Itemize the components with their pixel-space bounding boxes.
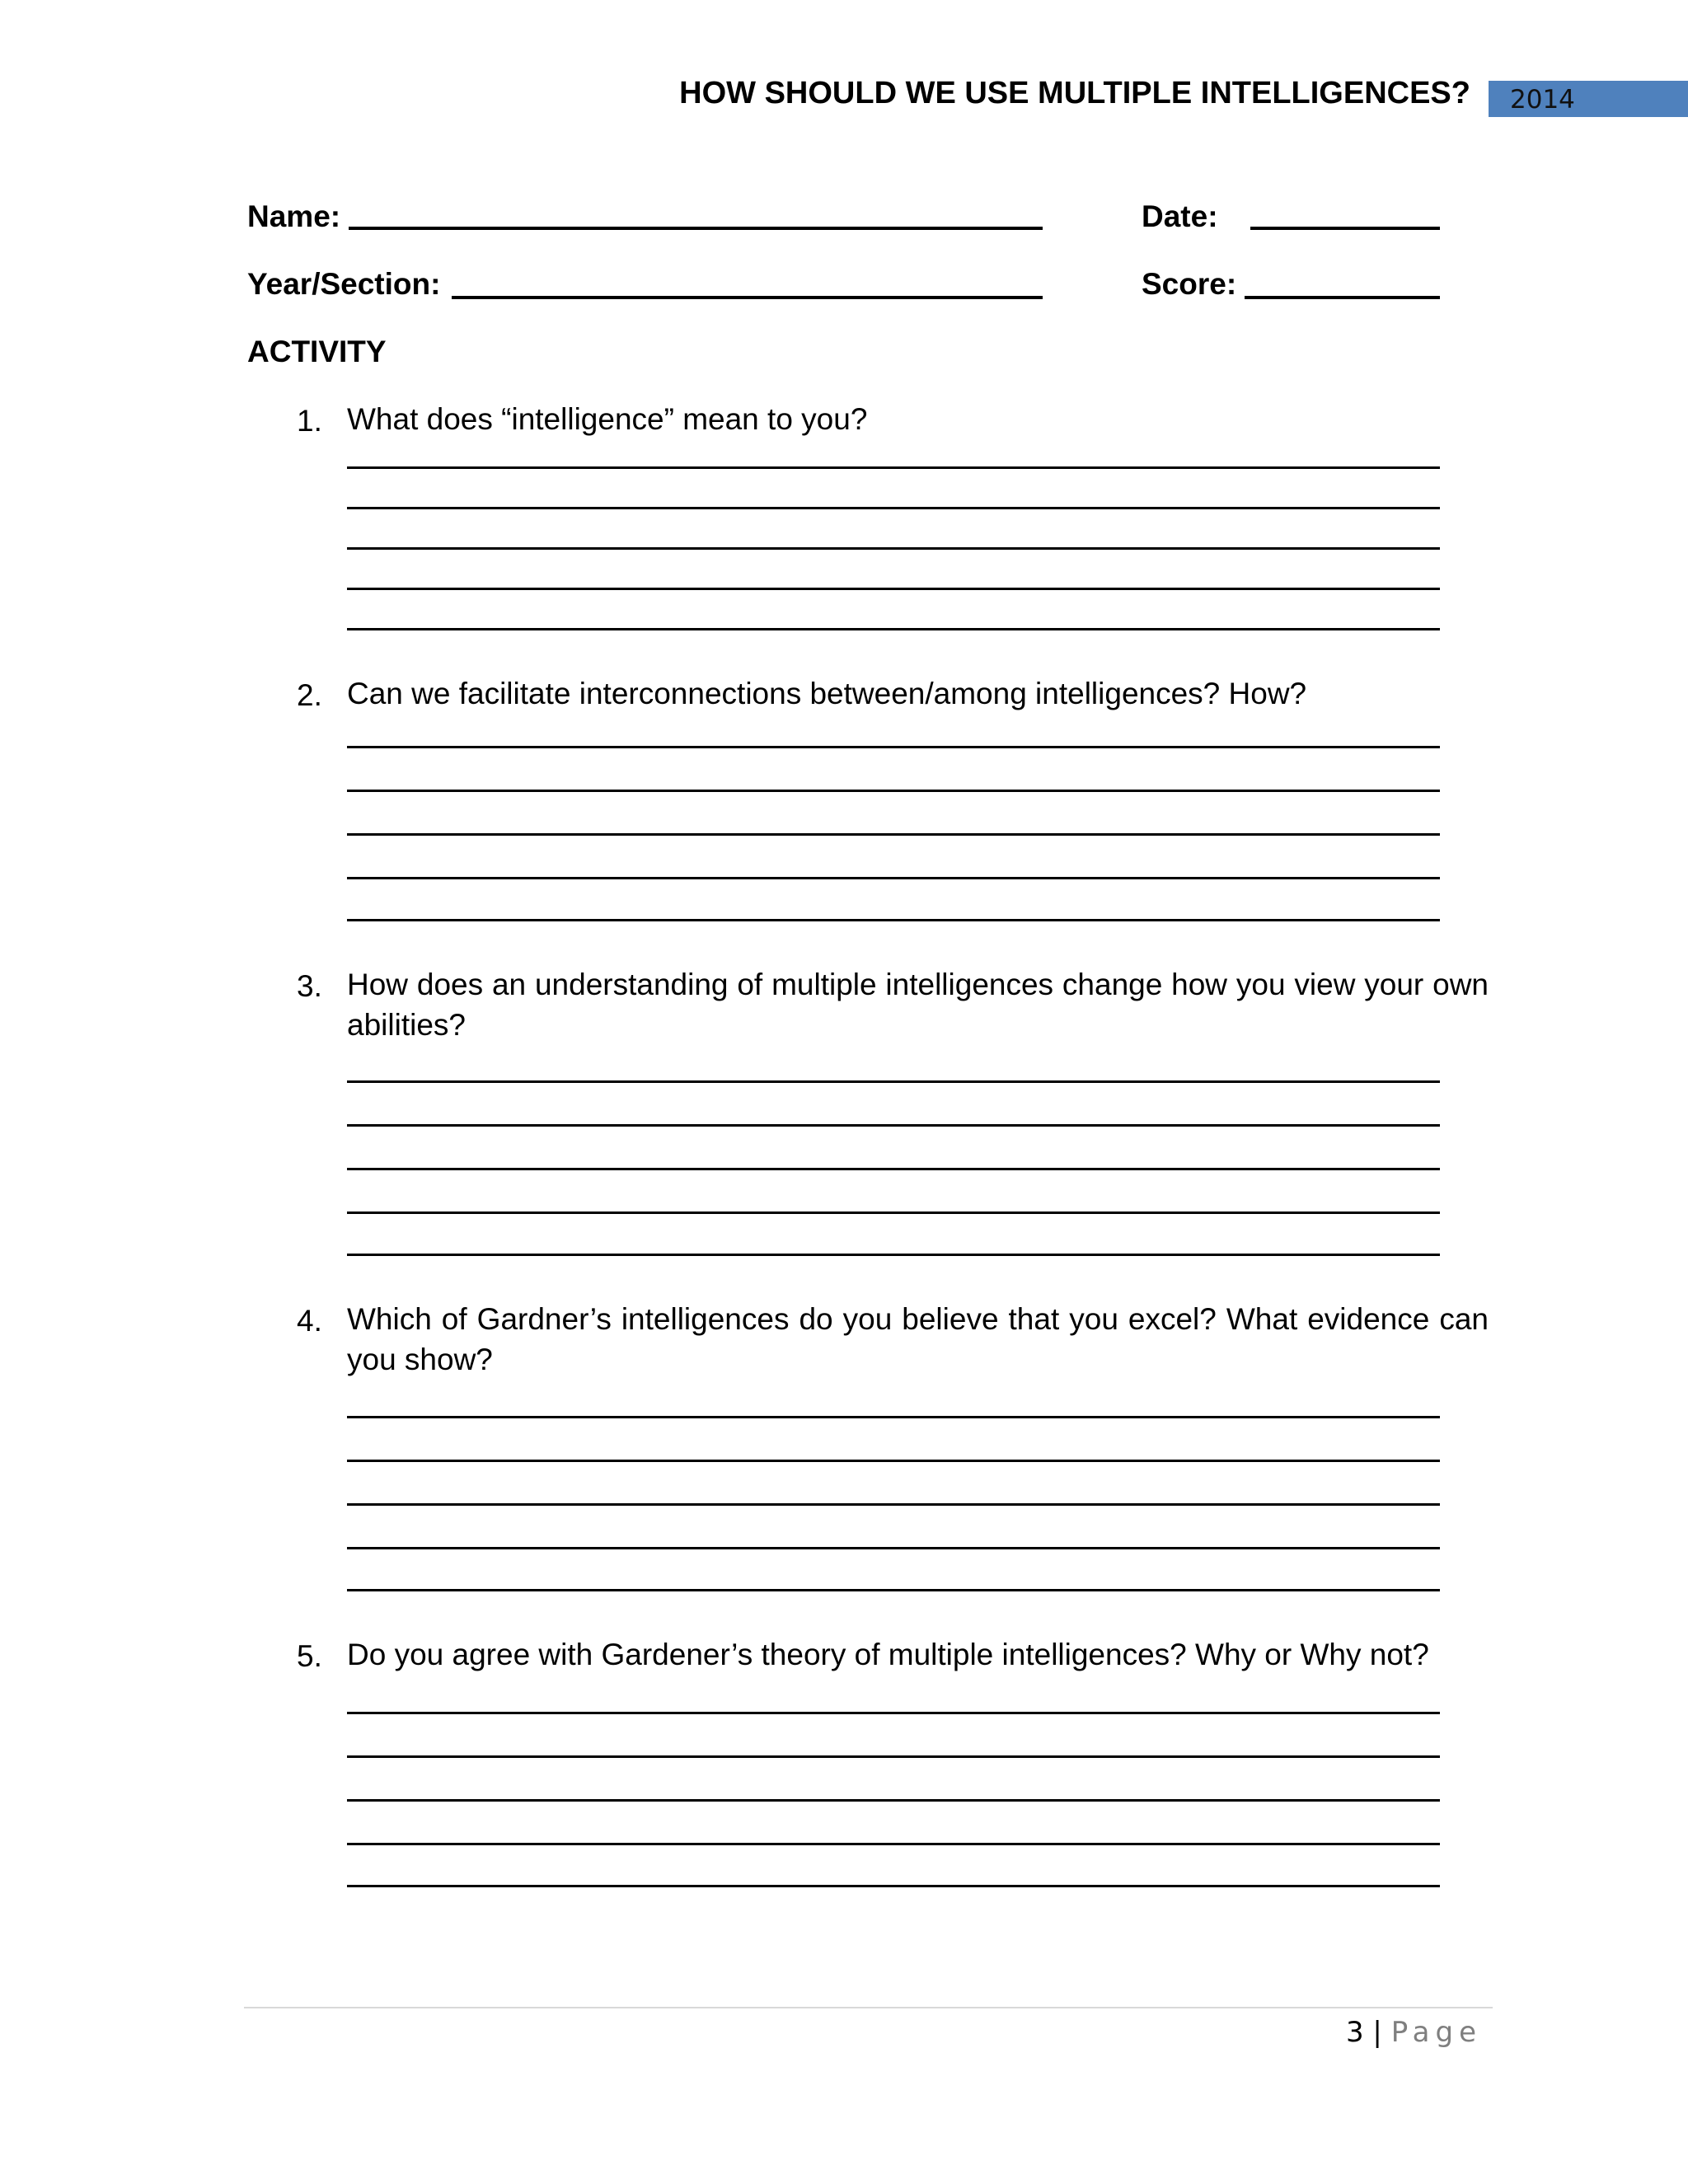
question-text: What does “intelligence” mean to you?	[347, 402, 868, 436]
score-label: Score:	[1142, 267, 1237, 301]
question-number: 3.	[297, 969, 322, 1003]
year-section-field-line[interactable]	[452, 296, 1043, 299]
question-number: 2.	[297, 678, 322, 712]
page-footer	[1346, 2016, 1482, 2049]
answer-line[interactable]	[347, 547, 1440, 550]
answer-line[interactable]	[347, 588, 1440, 590]
answer-line[interactable]	[347, 790, 1440, 792]
question-text: Do you agree with Gardener’s theory of multiple intelligences? Why or Why not?	[347, 1638, 1429, 1671]
answer-line[interactable]	[347, 833, 1440, 836]
section-heading: ACTIVITY	[247, 335, 387, 368]
answer-line[interactable]	[347, 628, 1440, 630]
answer-line[interactable]	[347, 507, 1440, 509]
page-number: 3	[1345, 2016, 1364, 2049]
name-field-line[interactable]	[349, 227, 1043, 230]
question-text: Can we facilitate interconnections between/among intelligences? How?	[347, 677, 1307, 710]
answer-line[interactable]	[347, 746, 1440, 748]
question-number: 5.	[297, 1639, 322, 1673]
answer-line[interactable]	[347, 466, 1440, 469]
answer-line[interactable]	[347, 1460, 1440, 1462]
answer-line[interactable]	[347, 1547, 1440, 1549]
answer-line[interactable]	[347, 1843, 1440, 1845]
page-word: Page	[1390, 2016, 1482, 2049]
page-title: HOW SHOULD WE USE MULTIPLE INTELLIGENCES?	[679, 76, 1470, 110]
answer-line[interactable]	[347, 1080, 1440, 1083]
question-text: How does an understanding of multiple intelligences change how you view your own abilities?	[347, 968, 1489, 1042]
question-text: Which of Gardner’s intelligences do you believe that you excel? What evidence can you show?	[347, 1302, 1489, 1376]
answer-line[interactable]	[347, 877, 1440, 879]
answer-line[interactable]	[347, 1755, 1440, 1758]
score-field-line[interactable]	[1245, 296, 1440, 299]
answer-line[interactable]	[347, 1168, 1440, 1170]
answer-line[interactable]	[347, 1503, 1440, 1506]
answer-line[interactable]	[347, 1589, 1440, 1591]
footer-separator: |	[1372, 2016, 1382, 2049]
answer-line[interactable]	[347, 1416, 1440, 1418]
answer-line[interactable]	[347, 919, 1440, 921]
footer-divider	[244, 2007, 1493, 2008]
date-field-line[interactable]	[1250, 227, 1440, 230]
answer-line[interactable]	[347, 1254, 1440, 1256]
answer-line[interactable]	[347, 1212, 1440, 1214]
answer-line[interactable]	[347, 1124, 1440, 1127]
question-number: 4.	[297, 1304, 322, 1338]
answer-line[interactable]	[347, 1712, 1440, 1714]
name-label: Name:	[247, 199, 341, 233]
year-badge: 2014	[1489, 81, 1688, 117]
question-number: 1.	[297, 404, 322, 438]
answer-line[interactable]	[347, 1799, 1440, 1802]
date-label: Date:	[1142, 199, 1218, 233]
year-section-label: Year/Section:	[247, 267, 441, 301]
answer-line[interactable]	[347, 1885, 1440, 1887]
